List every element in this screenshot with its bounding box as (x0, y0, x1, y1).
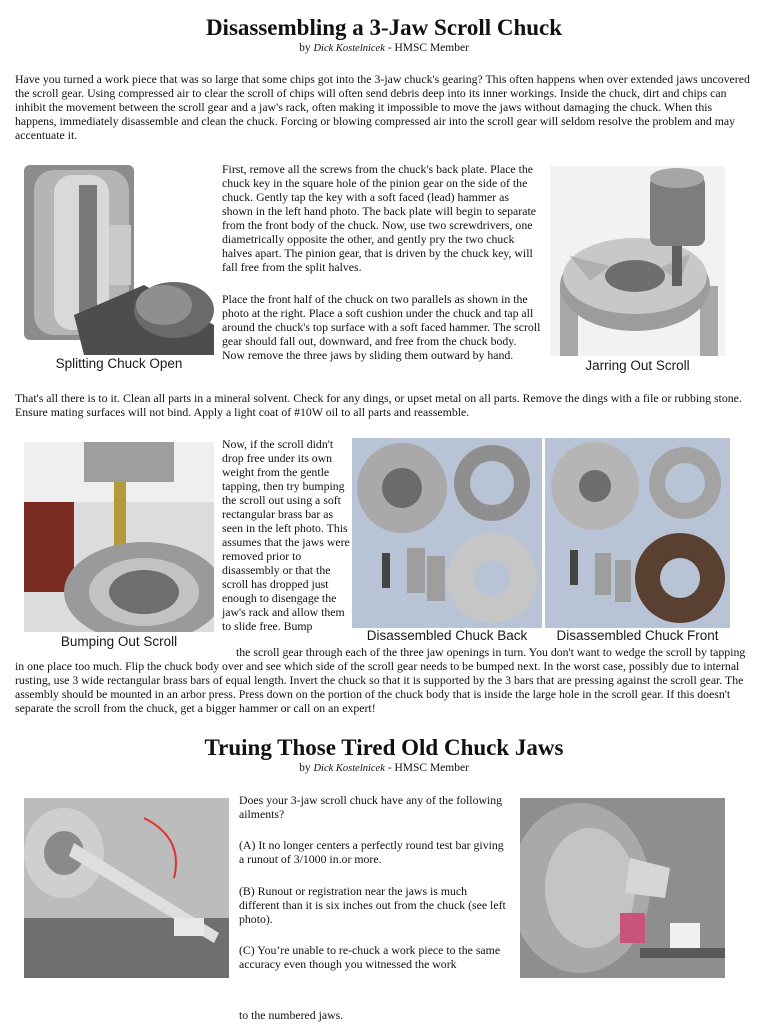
caption-bumping: Bumping Out Scroll (60, 634, 178, 649)
caption-front: Disassembled Chuck Front (556, 628, 719, 643)
author-name-2: Dick Kostelnicek (313, 763, 385, 774)
author-name: Dick Kostelnicek (313, 43, 385, 54)
byline-suffix: - HMSC Member (387, 42, 469, 54)
tail-text: to the numbered jaws. (239, 1008, 344, 1022)
photo-chuck-indicator (520, 798, 725, 978)
byline-2 (0, 761, 768, 776)
photo-bumping-scroll (24, 442, 214, 632)
photo-splitting-chuck (24, 165, 214, 355)
caption-back: Disassembled Chuck Back (366, 628, 528, 643)
photo-chuck-back (352, 438, 542, 628)
ailment-b: (B) Runout or registration near the jaws is much different than it is six inches out from the chuck (see left photo). (239, 884, 506, 926)
photo-test-bar (24, 798, 229, 978)
bump-paragraph-wide: the scroll gear through each of the three jaw openings in turn. You don't want to wedge the scroll by tapping in one place too much. Flip the chuck body over and see which side of the scroll gear needs to be bumped next. In the worst case, possibly due to internal rusting, use 3 wide rectangular brass bars of equal length. Invert the chuck so that it is supported by the 3 bars that are pressing against the scroll gear. The assembly should be mounted in an arbor press. Press down on the portion of the chuck body that is inside the large hole in the scroll gear. If this doesn't separate the scroll from the chuck, get a bigger hammer or call on an expert! (15, 645, 746, 715)
ailment-a: (A) It no longer centers a perfectly round test bar giving a runout of 3/1000 in.or more. (239, 838, 504, 866)
byline-2-prefix: by (299, 762, 311, 774)
caption-splitting: Splitting Chuck Open (55, 356, 183, 371)
byline-2-suffix: - HMSC Member (387, 762, 469, 774)
article2-title: Truing Those Tired Old Chuck Jaws (204, 735, 564, 760)
byline (0, 41, 768, 56)
caption-jarring: Jarring Out Scroll (585, 358, 690, 373)
article-title: Disassembling a 3-Jaw Scroll Chuck (205, 15, 563, 40)
intro-paragraph: Have you turned a work piece that was so large that some chips got into the 3-jaw chuck's gearing? This often happens when over extended jaws uncovered the scroll gear. Using compressed air to clear the scroll of chips will often send debris deep into its inner workings. Inside the chuck, dirt and chips can inhibit the movement between the scroll gear and a jaw's rack, often making it impossible to move the jaws without damaging the chuck. When this happens, immediately disassemble and clean the chuck. Forcing or blowing compressed air into the scroll gear will seldom resolve the problem and may accentuate it. (15, 72, 750, 142)
bump-paragraph-narrow: Now, if the scroll didn't drop free under its own weight from the gentle tapping, then try bumping the scroll out using a soft rectangular brass bar as seen in the left photo. This assumes that the jaws were removed prior to disassembly or that the scroll has dropped just enough to disengage the jaw's rack and allow them to slide free. Bump (222, 437, 350, 633)
step2-paragraph: Place the front half of the chuck on two parallels as shown in the photo at the right. Place a soft cushion under the chuck and tap all around the chuck's top surface with a soft faced hammer. The scroll gear should fall out, downward, and free from the chuck body. Now remove the three jaws by sliding them outward by hand. (222, 292, 541, 362)
clean-paragraph: That's all there is to it. Clean all parts in a mineral solvent. Check for any dings, or upset metal on all parts. Remove the dings with a file or rubbing stone. Ensure mating surfaces will not bind. Apply a light coat of #10W oil to all parts and reassemble. (15, 391, 742, 419)
photo-chuck-front (545, 438, 730, 628)
step1-paragraph: First, remove all the screws from the chuck's back plate. Place the chuck key in the square hole of the pinion gear on the side of the chuck. Gently tap the key with a soft faced (lead) hammer as shown in the left hand photo. The back plate will begin to separate from the front body of the chuck. Now, use two screwdrivers, one diametrically opposite the other, and gently pry the two chuck halves apart. The pinion gear, that is driven by the chuck key, will fall free from the split halves. (222, 162, 536, 274)
photo-jarring-scroll (550, 166, 725, 356)
ailments-question: Does your 3-jaw scroll chuck have any of the following ailments? (239, 793, 503, 821)
byline-prefix: by (299, 42, 311, 54)
ailment-c: (C) You’re unable to re-chuck a work piece to the same accuracy even though you witnessed the work (239, 943, 501, 971)
